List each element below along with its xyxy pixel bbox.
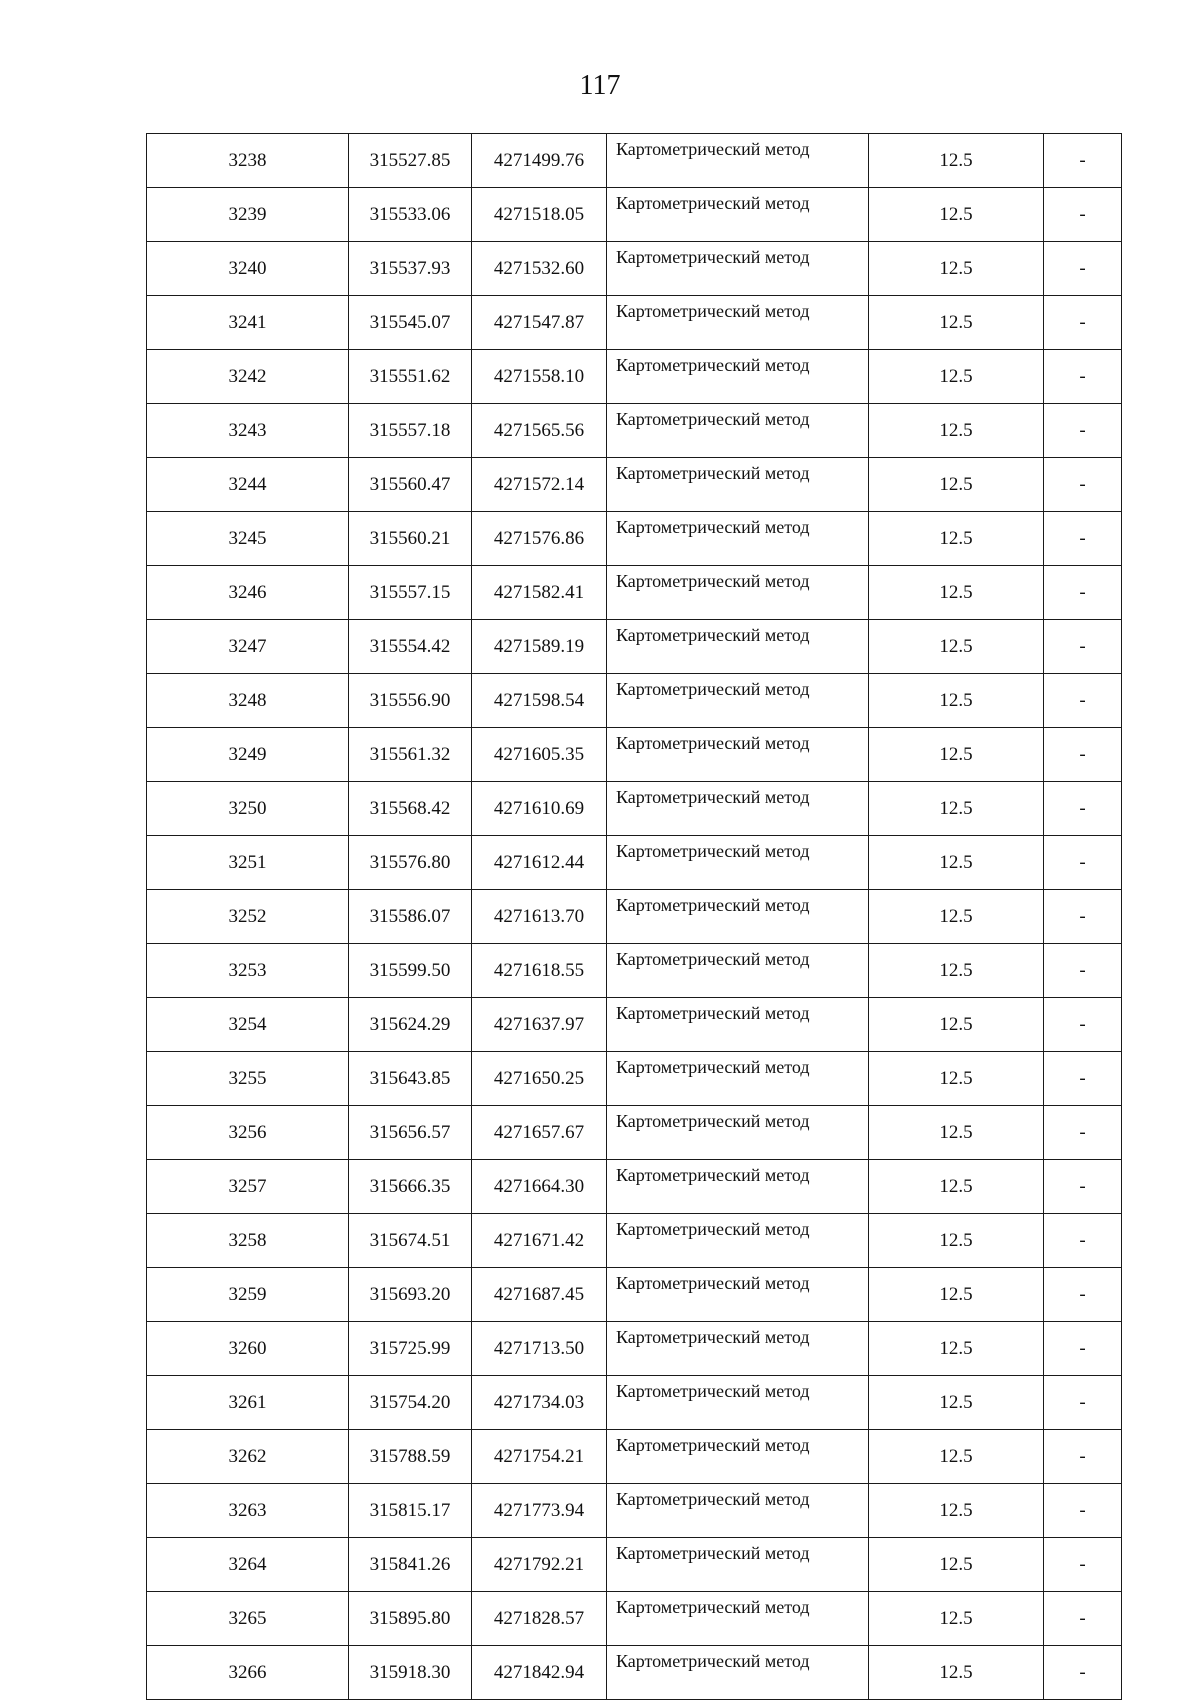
table-row [147, 134, 1122, 188]
point-number-cell: 3253 [147, 944, 349, 998]
table-row [147, 512, 1122, 566]
accuracy-cell: 12.5 [869, 1646, 1044, 1700]
note-cell: - [1044, 1322, 1122, 1376]
table-row [147, 1268, 1122, 1322]
accuracy-cell: 12.5 [869, 350, 1044, 404]
x-coordinate-cell: 315545.07 [349, 296, 472, 350]
table-row [147, 728, 1122, 782]
accuracy-cell: 12.5 [869, 404, 1044, 458]
note-cell: - [1044, 134, 1122, 188]
coordinates-table [146, 133, 1122, 1700]
x-coordinate-cell: 315554.42 [349, 620, 472, 674]
method-cell: Картометрический метод [607, 1592, 869, 1646]
note-cell: - [1044, 350, 1122, 404]
point-number-cell: 3249 [147, 728, 349, 782]
method-cell: Картометрический метод [607, 188, 869, 242]
table-row [147, 458, 1122, 512]
method-cell: Картометрический метод [607, 1052, 869, 1106]
accuracy-cell: 12.5 [869, 1106, 1044, 1160]
note-cell: - [1044, 944, 1122, 998]
method-cell: Картометрический метод [607, 404, 869, 458]
method-cell: Картометрический метод [607, 944, 869, 998]
point-number-cell: 3263 [147, 1484, 349, 1538]
note-cell: - [1044, 890, 1122, 944]
y-coordinate-cell: 4271687.45 [472, 1268, 607, 1322]
table-row [147, 998, 1122, 1052]
table-row [147, 1322, 1122, 1376]
method-cell: Картометрический метод [607, 134, 869, 188]
y-coordinate-cell: 4271664.30 [472, 1160, 607, 1214]
accuracy-cell: 12.5 [869, 1052, 1044, 1106]
table-row [147, 1106, 1122, 1160]
point-number-cell: 3265 [147, 1592, 349, 1646]
y-coordinate-cell: 4271828.57 [472, 1592, 607, 1646]
x-coordinate-cell: 315551.62 [349, 350, 472, 404]
table-row [147, 566, 1122, 620]
point-number-cell: 3245 [147, 512, 349, 566]
table-row [147, 404, 1122, 458]
accuracy-cell: 12.5 [869, 728, 1044, 782]
x-coordinate-cell: 315576.80 [349, 836, 472, 890]
accuracy-cell: 12.5 [869, 782, 1044, 836]
y-coordinate-cell: 4271612.44 [472, 836, 607, 890]
point-number-cell: 3266 [147, 1646, 349, 1700]
x-coordinate-cell: 315666.35 [349, 1160, 472, 1214]
point-number-cell: 3255 [147, 1052, 349, 1106]
point-number-cell: 3244 [147, 458, 349, 512]
method-cell: Картометрический метод [607, 566, 869, 620]
table-row [147, 1160, 1122, 1214]
method-cell: Картометрический метод [607, 1484, 869, 1538]
point-number-cell: 3239 [147, 188, 349, 242]
x-coordinate-cell: 315725.99 [349, 1322, 472, 1376]
point-number-cell: 3258 [147, 1214, 349, 1268]
y-coordinate-cell: 4271650.25 [472, 1052, 607, 1106]
method-cell: Картометрический метод [607, 1376, 869, 1430]
y-coordinate-cell: 4271572.14 [472, 458, 607, 512]
accuracy-cell: 12.5 [869, 1538, 1044, 1592]
note-cell: - [1044, 620, 1122, 674]
note-cell: - [1044, 1592, 1122, 1646]
accuracy-cell: 12.5 [869, 620, 1044, 674]
x-coordinate-cell: 315693.20 [349, 1268, 472, 1322]
x-coordinate-cell: 315568.42 [349, 782, 472, 836]
point-number-cell: 3241 [147, 296, 349, 350]
method-cell: Картометрический метод [607, 674, 869, 728]
x-coordinate-cell: 315754.20 [349, 1376, 472, 1430]
x-coordinate-cell: 315624.29 [349, 998, 472, 1052]
accuracy-cell: 12.5 [869, 1322, 1044, 1376]
note-cell: - [1044, 188, 1122, 242]
table-row [147, 782, 1122, 836]
note-cell: - [1044, 1484, 1122, 1538]
accuracy-cell: 12.5 [869, 296, 1044, 350]
point-number-cell: 3246 [147, 566, 349, 620]
note-cell: - [1044, 674, 1122, 728]
y-coordinate-cell: 4271754.21 [472, 1430, 607, 1484]
accuracy-cell: 12.5 [869, 998, 1044, 1052]
x-coordinate-cell: 315643.85 [349, 1052, 472, 1106]
note-cell: - [1044, 566, 1122, 620]
method-cell: Картометрический метод [607, 350, 869, 404]
accuracy-cell: 12.5 [869, 566, 1044, 620]
point-number-cell: 3243 [147, 404, 349, 458]
x-coordinate-cell: 315557.15 [349, 566, 472, 620]
point-number-cell: 3261 [147, 1376, 349, 1430]
y-coordinate-cell: 4271576.86 [472, 512, 607, 566]
note-cell: - [1044, 242, 1122, 296]
note-cell: - [1044, 998, 1122, 1052]
accuracy-cell: 12.5 [869, 1484, 1044, 1538]
accuracy-cell: 12.5 [869, 1214, 1044, 1268]
x-coordinate-cell: 315599.50 [349, 944, 472, 998]
method-cell: Картометрический метод [607, 296, 869, 350]
accuracy-cell: 12.5 [869, 1592, 1044, 1646]
table-row [147, 674, 1122, 728]
y-coordinate-cell: 4271532.60 [472, 242, 607, 296]
note-cell: - [1044, 512, 1122, 566]
accuracy-cell: 12.5 [869, 944, 1044, 998]
page-number: 117 [579, 70, 621, 101]
table-row [147, 1052, 1122, 1106]
method-cell: Картометрический метод [607, 890, 869, 944]
y-coordinate-cell: 4271713.50 [472, 1322, 607, 1376]
point-number-cell: 3238 [147, 134, 349, 188]
x-coordinate-cell: 315895.80 [349, 1592, 472, 1646]
point-number-cell: 3262 [147, 1430, 349, 1484]
note-cell: - [1044, 782, 1122, 836]
accuracy-cell: 12.5 [869, 836, 1044, 890]
y-coordinate-cell: 4271598.54 [472, 674, 607, 728]
method-cell: Картометрический метод [607, 1160, 869, 1214]
x-coordinate-cell: 315560.21 [349, 512, 472, 566]
accuracy-cell: 12.5 [869, 1160, 1044, 1214]
method-cell: Картометрический метод [607, 1214, 869, 1268]
method-cell: Картометрический метод [607, 728, 869, 782]
point-number-cell: 3251 [147, 836, 349, 890]
method-cell: Картометрический метод [607, 1430, 869, 1484]
y-coordinate-cell: 4271558.10 [472, 350, 607, 404]
x-coordinate-cell: 315815.17 [349, 1484, 472, 1538]
note-cell: - [1044, 1538, 1122, 1592]
y-coordinate-cell: 4271589.19 [472, 620, 607, 674]
x-coordinate-cell: 315533.06 [349, 188, 472, 242]
x-coordinate-cell: 315841.26 [349, 1538, 472, 1592]
note-cell: - [1044, 1268, 1122, 1322]
table-row [147, 1430, 1122, 1484]
note-cell: - [1044, 1052, 1122, 1106]
accuracy-cell: 12.5 [869, 188, 1044, 242]
note-cell: - [1044, 458, 1122, 512]
point-number-cell: 3240 [147, 242, 349, 296]
accuracy-cell: 12.5 [869, 458, 1044, 512]
method-cell: Картометрический метод [607, 1268, 869, 1322]
y-coordinate-cell: 4271499.76 [472, 134, 607, 188]
table-body [147, 134, 1122, 1700]
table-row [147, 1214, 1122, 1268]
x-coordinate-cell: 315556.90 [349, 674, 472, 728]
y-coordinate-cell: 4271582.41 [472, 566, 607, 620]
x-coordinate-cell: 315918.30 [349, 1646, 472, 1700]
x-coordinate-cell: 315788.59 [349, 1430, 472, 1484]
note-cell: - [1044, 296, 1122, 350]
y-coordinate-cell: 4271842.94 [472, 1646, 607, 1700]
y-coordinate-cell: 4271605.35 [472, 728, 607, 782]
point-number-cell: 3256 [147, 1106, 349, 1160]
x-coordinate-cell: 315560.47 [349, 458, 472, 512]
table-row [147, 836, 1122, 890]
method-cell: Картометрический метод [607, 620, 869, 674]
method-cell: Картометрический метод [607, 242, 869, 296]
table-row [147, 242, 1122, 296]
table-row [147, 1538, 1122, 1592]
note-cell: - [1044, 1430, 1122, 1484]
point-number-cell: 3254 [147, 998, 349, 1052]
note-cell: - [1044, 836, 1122, 890]
note-cell: - [1044, 1160, 1122, 1214]
x-coordinate-cell: 315527.85 [349, 134, 472, 188]
x-coordinate-cell: 315674.51 [349, 1214, 472, 1268]
note-cell: - [1044, 1106, 1122, 1160]
accuracy-cell: 12.5 [869, 134, 1044, 188]
y-coordinate-cell: 4271773.94 [472, 1484, 607, 1538]
point-number-cell: 3264 [147, 1538, 349, 1592]
accuracy-cell: 12.5 [869, 1376, 1044, 1430]
y-coordinate-cell: 4271637.97 [472, 998, 607, 1052]
point-number-cell: 3242 [147, 350, 349, 404]
table-row [147, 620, 1122, 674]
y-coordinate-cell: 4271734.03 [472, 1376, 607, 1430]
y-coordinate-cell: 4271671.42 [472, 1214, 607, 1268]
table-row [147, 1484, 1122, 1538]
method-cell: Картометрический метод [607, 1322, 869, 1376]
note-cell: - [1044, 1646, 1122, 1700]
x-coordinate-cell: 315561.32 [349, 728, 472, 782]
note-cell: - [1044, 1376, 1122, 1430]
y-coordinate-cell: 4271565.56 [472, 404, 607, 458]
accuracy-cell: 12.5 [869, 674, 1044, 728]
x-coordinate-cell: 315656.57 [349, 1106, 472, 1160]
table-row [147, 890, 1122, 944]
y-coordinate-cell: 4271618.55 [472, 944, 607, 998]
table-row [147, 1376, 1122, 1430]
method-cell: Картометрический метод [607, 1538, 869, 1592]
y-coordinate-cell: 4271657.67 [472, 1106, 607, 1160]
point-number-cell: 3257 [147, 1160, 349, 1214]
point-number-cell: 3250 [147, 782, 349, 836]
accuracy-cell: 12.5 [869, 242, 1044, 296]
method-cell: Картометрический метод [607, 1106, 869, 1160]
table-row [147, 188, 1122, 242]
point-number-cell: 3247 [147, 620, 349, 674]
table-row [147, 944, 1122, 998]
point-number-cell: 3252 [147, 890, 349, 944]
table-row [147, 350, 1122, 404]
y-coordinate-cell: 4271613.70 [472, 890, 607, 944]
y-coordinate-cell: 4271792.21 [472, 1538, 607, 1592]
table-row [147, 1592, 1122, 1646]
y-coordinate-cell: 4271547.87 [472, 296, 607, 350]
accuracy-cell: 12.5 [869, 890, 1044, 944]
method-cell: Картометрический метод [607, 998, 869, 1052]
point-number-cell: 3259 [147, 1268, 349, 1322]
x-coordinate-cell: 315537.93 [349, 242, 472, 296]
accuracy-cell: 12.5 [869, 1268, 1044, 1322]
note-cell: - [1044, 404, 1122, 458]
y-coordinate-cell: 4271518.05 [472, 188, 607, 242]
table-row [147, 296, 1122, 350]
point-number-cell: 3248 [147, 674, 349, 728]
method-cell: Картометрический метод [607, 1646, 869, 1700]
note-cell: - [1044, 1214, 1122, 1268]
method-cell: Картометрический метод [607, 512, 869, 566]
accuracy-cell: 12.5 [869, 1430, 1044, 1484]
accuracy-cell: 12.5 [869, 512, 1044, 566]
y-coordinate-cell: 4271610.69 [472, 782, 607, 836]
point-number-cell: 3260 [147, 1322, 349, 1376]
x-coordinate-cell: 315557.18 [349, 404, 472, 458]
method-cell: Картометрический метод [607, 782, 869, 836]
method-cell: Картометрический метод [607, 458, 869, 512]
method-cell: Картометрический метод [607, 836, 869, 890]
note-cell: - [1044, 728, 1122, 782]
table-row [147, 1646, 1122, 1700]
x-coordinate-cell: 315586.07 [349, 890, 472, 944]
